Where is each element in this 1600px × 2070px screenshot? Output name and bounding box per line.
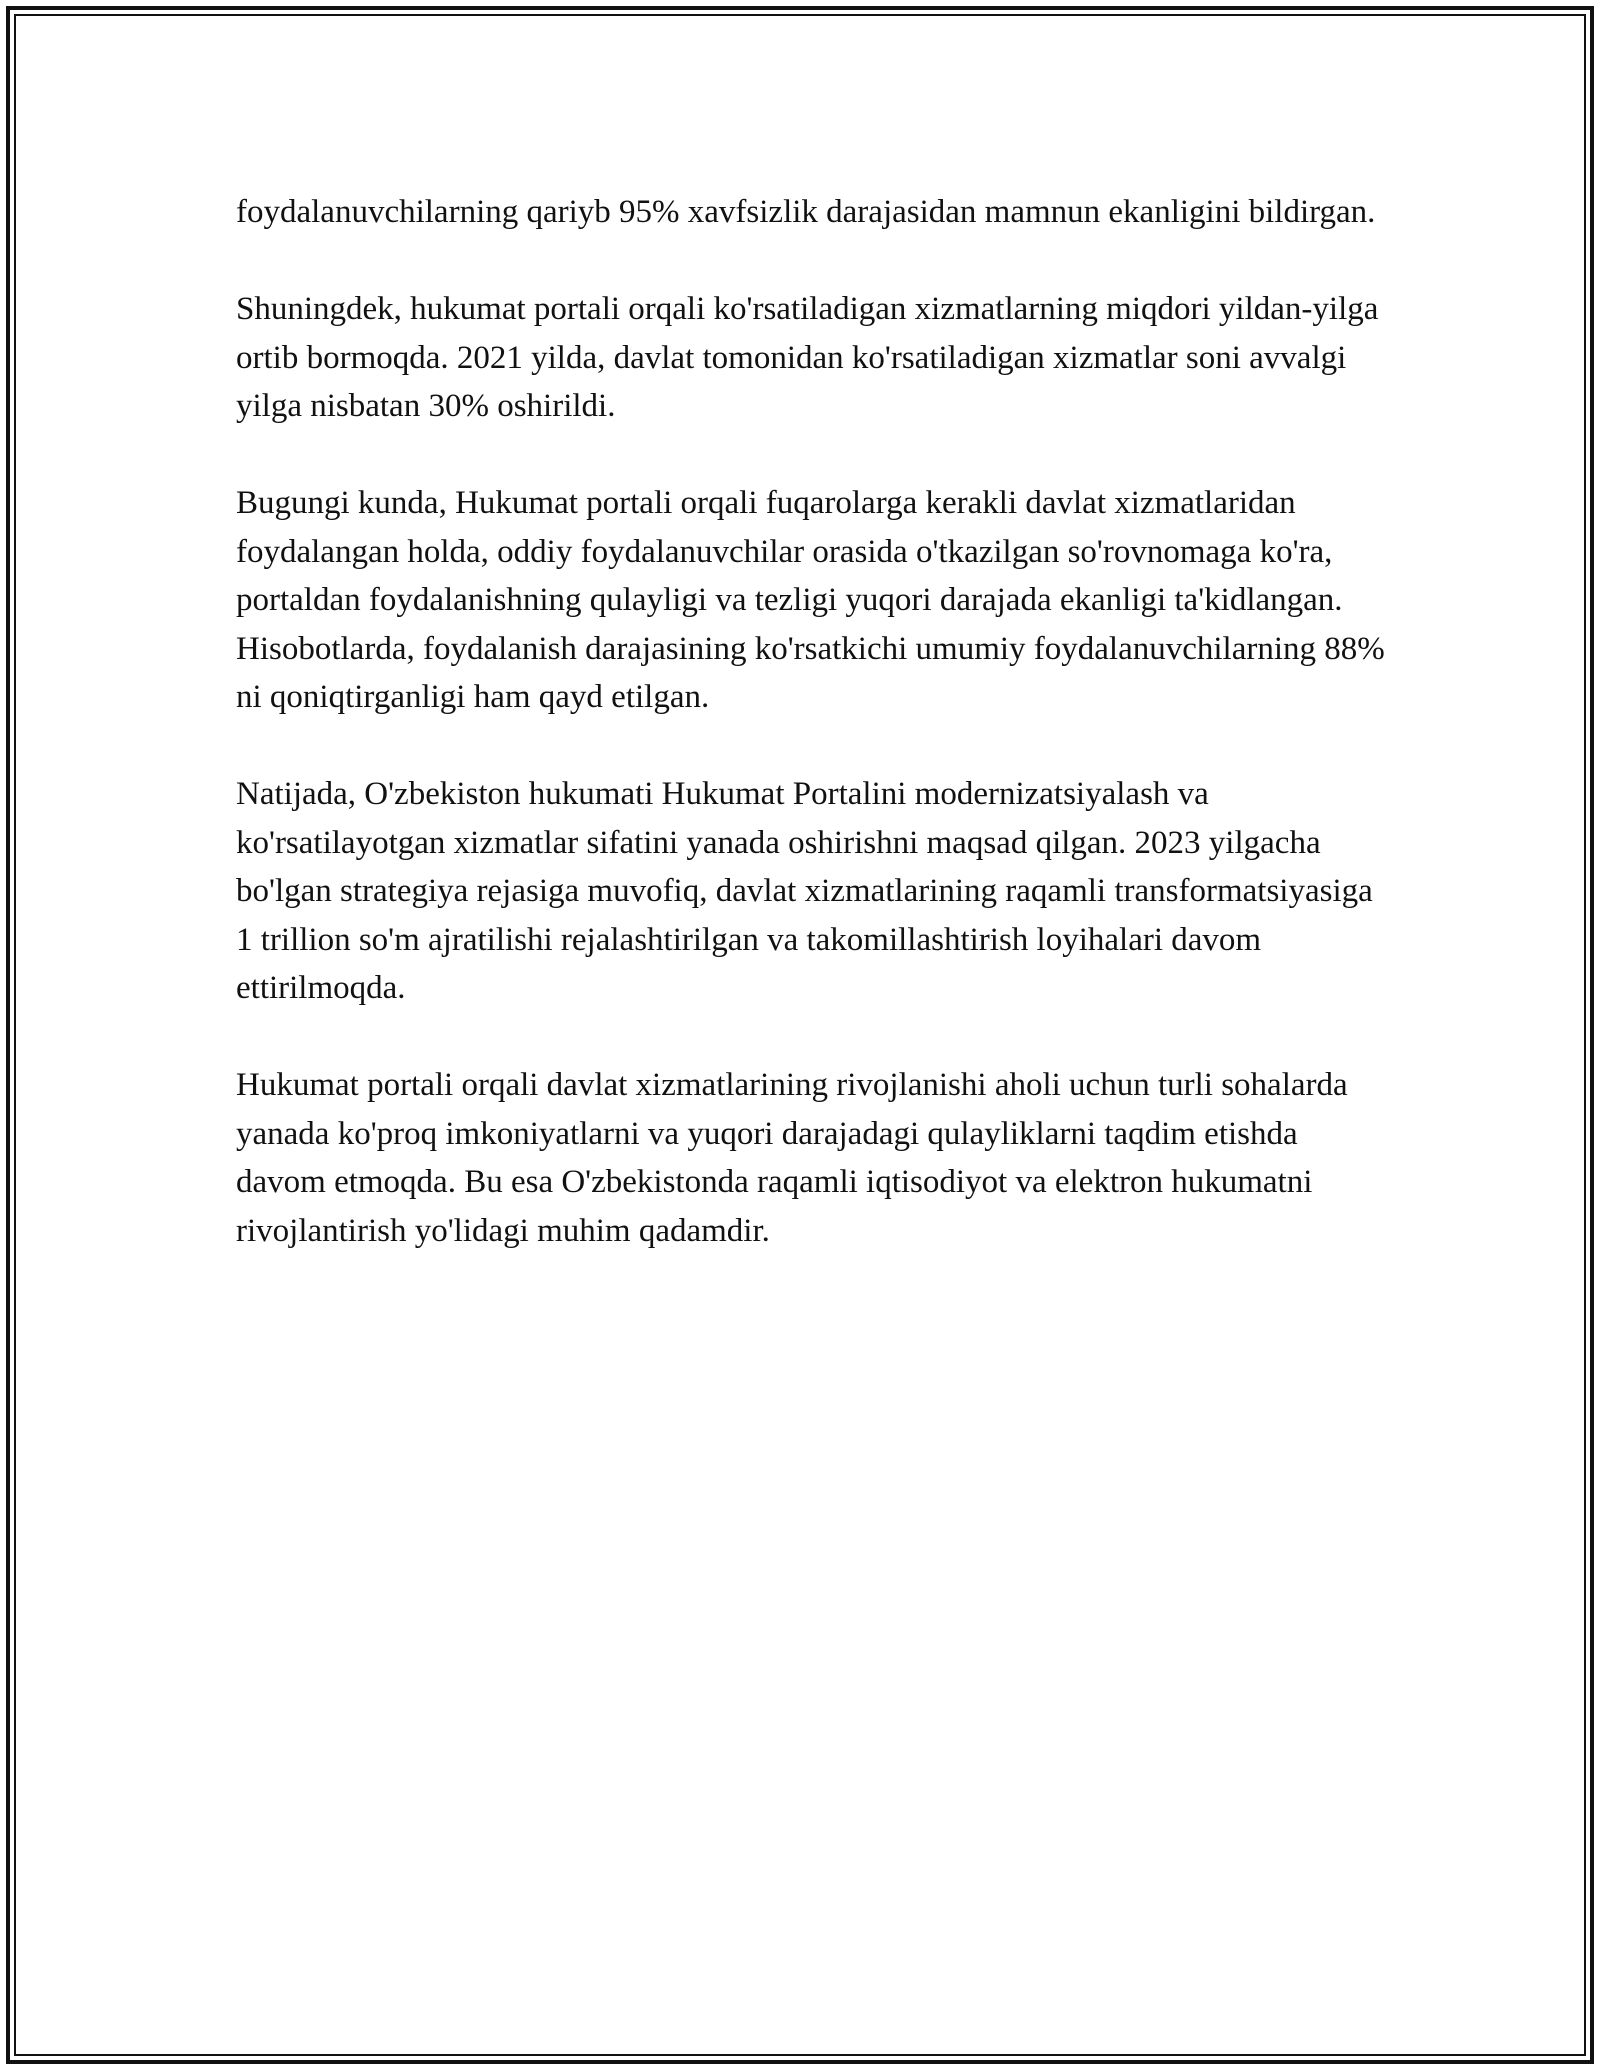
paragraph-service-growth: Shuningdek, hukumat portali orqali ko'rsatiladigan xizmatlarning miqdori yildan-yilga ortib bormoqda. 2021 yilda, davlat tomonidan ko'rsatiladigan xizmatlar soni avvalgi yilga nisbatan 30% oshirildi. bbox=[236, 291, 1379, 424]
paragraph-modernization: Natijada, O'zbekiston hukumati Hukumat Portalini modernizatsiyalash va ko'rsatilayotgan xizmatlar sifatini yanada oshirishni maqsad qilgan. 2023 yilgacha bo'lgan strategiya rejasiga muvofiq, davlat xizmatlarining raqamli transformatsiyasiga 1 trillion so'm ajratilishi rejalashtirilgan va takomillashtirish loyihalari davom ettirilmoqda. bbox=[236, 776, 1373, 1006]
paragraph-survey-results: Bugungi kunda, Hukumat portali orqali fuqarolarga kerakli davlat xizmatlaridan foydalangan holda, oddiy foydalanuvchilar orasida o'tkazilgan so'rovnomaga ko'ra, portaldan foydalanishning qulayligi va tezligi yuqori darajada ekanligi ta'kidlangan. Hisobotlarda, foydalanish darajasining ko'rsatkichi umumiy foydalanuvchilarning 88% ni qoniqtirganligi ham qayd etilgan. bbox=[236, 485, 1385, 715]
paragraph-satisfaction: foydalanuvchilarning qariyb 95% xavfsizlik darajasidan mamnun ekanligini bildirgan. bbox=[236, 194, 1376, 230]
document-body bbox=[236, 188, 1386, 1304]
paragraph-conclusion: Hukumat portali orqali davlat xizmatlarining rivojlanishi aholi uchun turli sohalarda yanada ko'proq imkoniyatlarni va yuqori darajadagi qulayliklarni taqdim etishda davom etmoqda. Bu esa O'zbekistonda raqamli iqtisodiyot va elektron hukumatni rivojlantirish yo'lidagi muhim qadamdir. bbox=[236, 1067, 1348, 1249]
